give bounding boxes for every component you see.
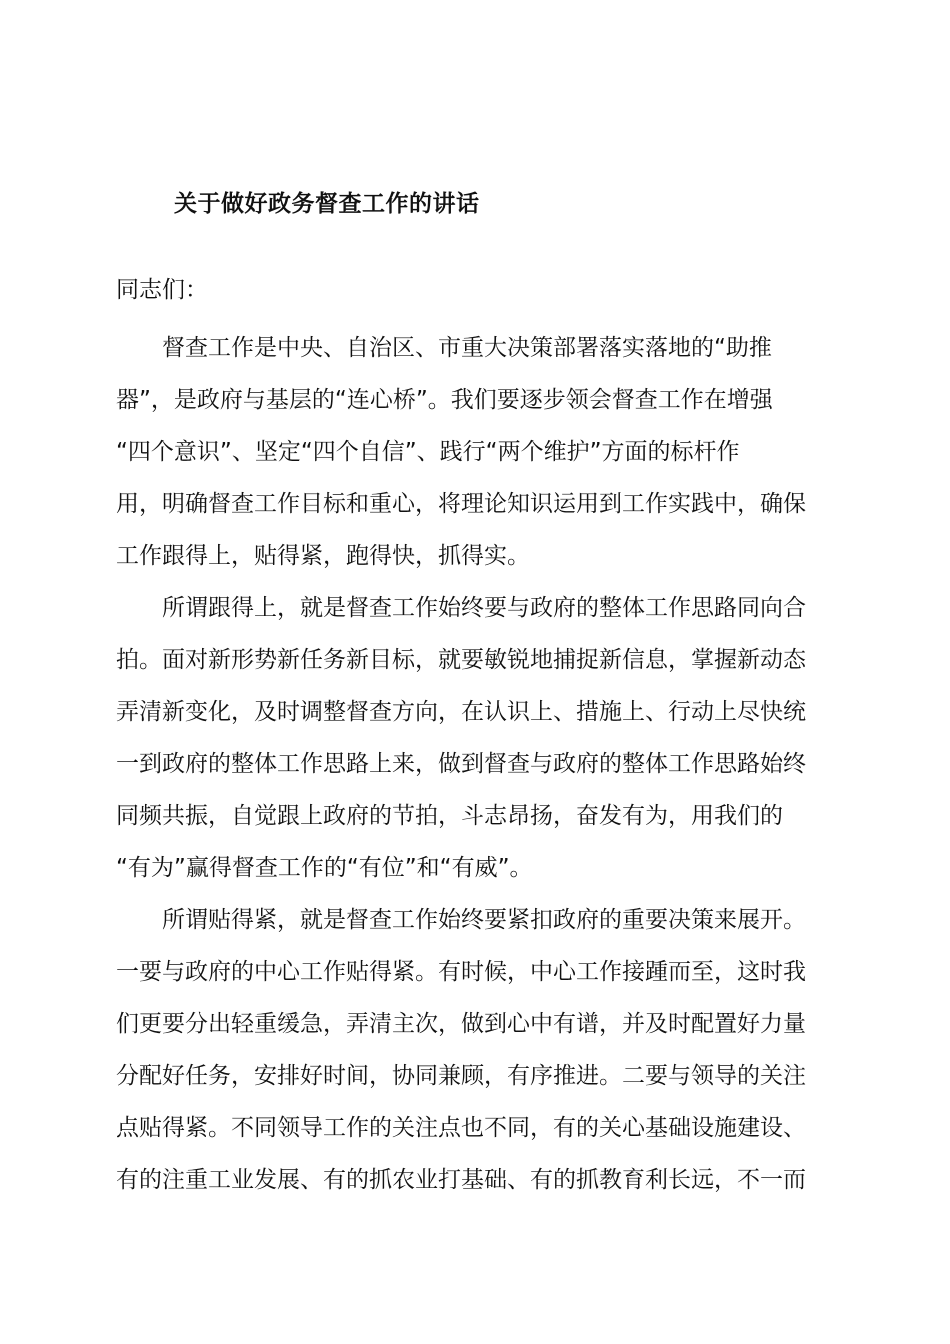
paragraph-2-line-5: 同频共振，自觉跟上政府的节拍，斗志昂扬，奋发有为，用我们的 — [116, 803, 783, 829]
paragraph-2-line-6: “有为”赢得督查工作的“有位”和“有威”。 — [116, 855, 533, 881]
paragraph-3-line-1: 所谓贴得紧，就是督查工作始终要紧扣政府的重要决策来展开。 — [162, 907, 806, 933]
paragraph-1-line-1: 督查工作是中央、自治区、市重大决策部署落实落地的“助推 — [162, 335, 772, 361]
paragraph-3-line-3: 们更要分出轻重缓急，弄清主次，做到心中有谱，并及时配置好力量 — [116, 1011, 806, 1037]
salutation: 同志们： — [116, 277, 208, 303]
paragraph-1-line-2: 器”，是政府与基层的“连心桥”。我们要逐步领会督查工作在增强 — [116, 387, 773, 413]
paragraph-2-line-2: 拍。面对新形势新任务新目标，就要敏锐地捕捉新信息，掌握新动态 — [116, 647, 806, 673]
paragraph-1-line-4: 用，明确督查工作目标和重心，将理论知识运用到工作实践中，确保 — [116, 491, 806, 517]
paragraph-1-line-3: “四个意识”、坚定“四个自信”、践行“两个维护”方面的标杆作 — [116, 439, 740, 465]
paragraph-2-line-1: 所谓跟得上，就是督查工作始终要与政府的整体工作思路同向合 — [162, 595, 806, 621]
document-title: 关于做好政务督查工作的讲话 — [174, 191, 480, 217]
paragraph-1-line-5: 工作跟得上，贴得紧，跑得快，抓得实。 — [116, 543, 530, 569]
paragraph-3-line-5: 点贴得紧。不同领导工作的关注点也不同，有的关心基础设施建设、 — [116, 1115, 806, 1141]
paragraph-2-line-3: 弄清新变化，及时调整督查方向，在认识上、措施上、行动上尽快统 — [116, 699, 806, 725]
body-text — [116, 322, 836, 1206]
paragraph-3-line-6: 有的注重工业发展、有的抓农业打基础、有的抓教育利长远，不一而 — [116, 1167, 806, 1193]
paragraph-3-line-2: 一要与政府的中心工作贴得紧。有时候，中心工作接踵而至，这时我 — [116, 959, 806, 985]
paragraph-2-line-4: 一到政府的整体工作思路上来，做到督查与政府的整体工作思路始终 — [116, 751, 806, 777]
paragraph-3-line-4: 分配好任务，安排好时间，协同兼顾，有序推进。二要与领导的关注 — [116, 1063, 806, 1089]
